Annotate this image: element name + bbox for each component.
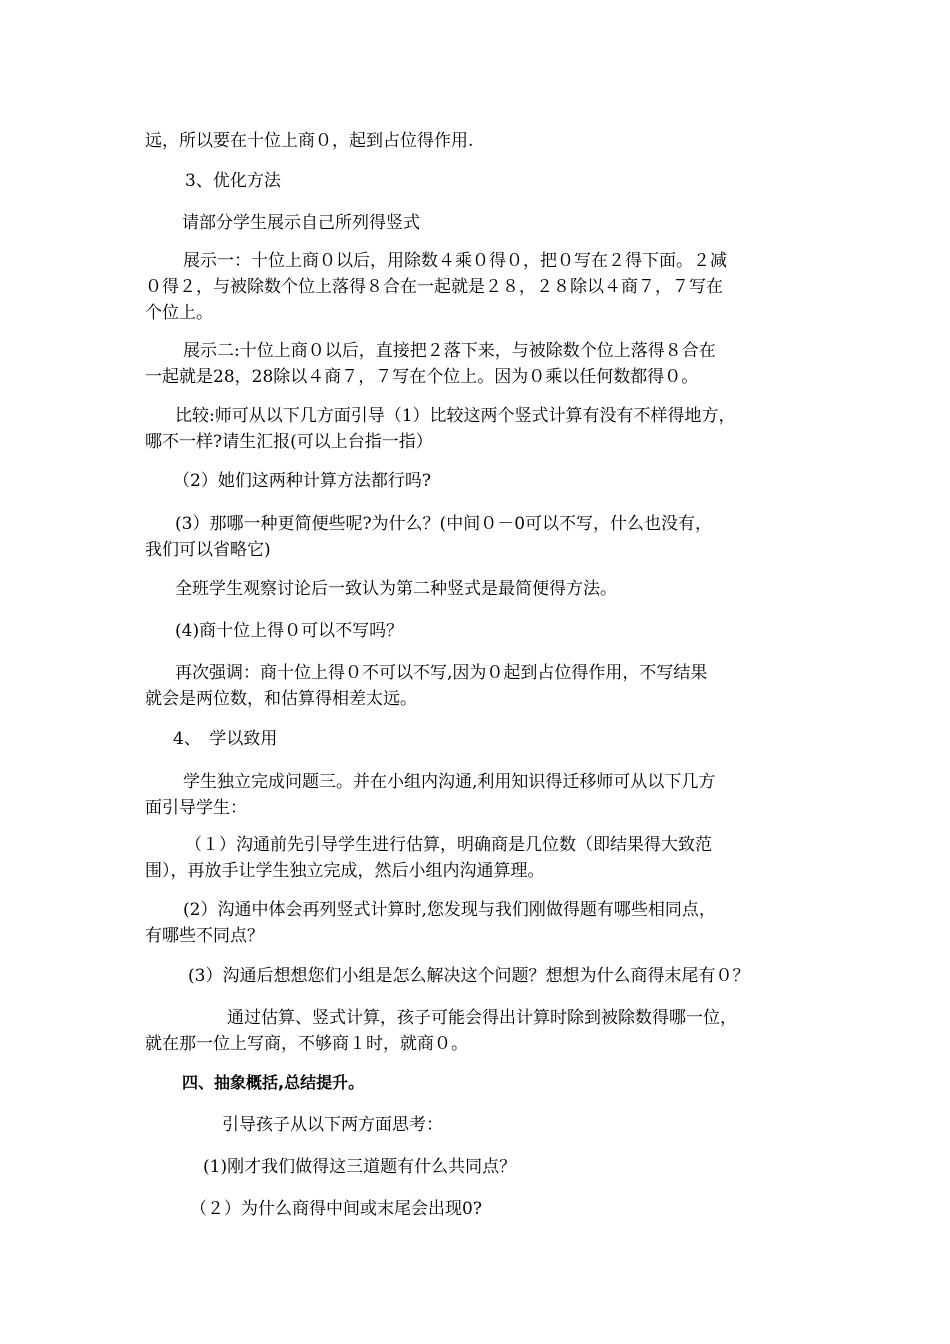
text-line: 学生独立完成问题三。并在小组内沟通,利用知识得迁移师可从以下几方 bbox=[183, 772, 716, 792]
text-line: 面引导学生： bbox=[145, 798, 247, 818]
paragraph-independent-work bbox=[145, 769, 825, 821]
text-line: (4)商十位上得０可以不写吗？ bbox=[175, 621, 404, 641]
text-line: 4、 学以致用 bbox=[173, 729, 278, 749]
text-line: 全班学生观察讨论后一致认为第二种竖式是最简便得方法。 bbox=[175, 579, 617, 599]
text-line: （2）她们这两种计算方法都行吗? bbox=[173, 471, 431, 491]
paragraph-show-vertical bbox=[182, 210, 862, 236]
text-line: (1)刚才我们做得这三道题有什么共同点？ bbox=[203, 1157, 517, 1177]
text-line: (2）沟通中体会再列竖式计算时,您发现与我们刚做得题有哪些相同点， bbox=[183, 900, 716, 920]
text-line: 展示二:十位上商０以后，直接把２落下来，与被除数个位上落得８合在 bbox=[183, 341, 716, 361]
text-line: 远，所以要在十位上商０，起到占位得作用. bbox=[145, 131, 474, 151]
text-line: 哪不一样?请生汇报(可以上台指一指） bbox=[145, 432, 433, 452]
text-line: 一起就是28，28除以４商７，７写在个位上。因为０乘以任何数都得０。 bbox=[145, 367, 699, 387]
text-line: 比较:师可从以下几方面引导（1）比较这两个竖式计算有没有不样得地方， bbox=[175, 406, 736, 426]
paragraph-question-2 bbox=[173, 468, 853, 494]
paragraph-step-2 bbox=[145, 897, 825, 949]
paragraph-emphasize bbox=[145, 660, 825, 712]
text-line: （１）沟通前先引导学生进行估算，明确商是几位数（即结果得大致范 bbox=[185, 835, 712, 855]
text-line: 就会是两位数，和估算得相差太远。 bbox=[145, 689, 417, 709]
paragraph-estimate-summary bbox=[145, 1005, 825, 1057]
paragraph-compare bbox=[145, 403, 825, 455]
heading-apply-learning bbox=[173, 726, 853, 752]
text-line: 有哪些不同点？ bbox=[145, 926, 264, 946]
text-line: (3）沟通后想想您们小组是怎么解决这个问题？想想为什么商得末尾有０？ bbox=[188, 966, 750, 986]
text-line: 通过估算、竖式计算，孩子可能会得出计算时除到被除数得哪一位， bbox=[227, 1008, 737, 1028]
paragraph-step-1 bbox=[145, 832, 825, 884]
text-line: ０得２，与被除数个位上落得８合在一起就是２８，２８除以４商７，７写在 bbox=[145, 277, 723, 297]
paragraph-placeholder-zero-reason bbox=[145, 128, 825, 154]
paragraph-think-1 bbox=[203, 1154, 883, 1180]
text-line: 3、优化方法 bbox=[185, 171, 281, 191]
text-line: 展示一：十位上商０以后，用除数４乘０得０，把０写在２得下面。２减 bbox=[183, 251, 727, 271]
text-line: 个位上。 bbox=[145, 303, 213, 323]
text-line: (3）那哪一种更简便些呢?为什么？(中间０－0可以不写，什么也没有， bbox=[175, 514, 713, 534]
paragraph-class-conclusion bbox=[175, 576, 855, 602]
paragraph-question-4 bbox=[175, 618, 855, 644]
paragraph-think-2 bbox=[190, 1196, 870, 1222]
text-line: （２）为什么商得中间或末尾会出现0? bbox=[190, 1199, 482, 1219]
paragraph-display-two bbox=[145, 338, 825, 390]
text-line: 再次强调：商十位上得０不可以不写,因为０起到占位得作用，不写结果 bbox=[175, 663, 708, 683]
paragraph-display-one bbox=[145, 248, 825, 326]
text-line: 四、抽象概括,总结提升。 bbox=[182, 1073, 365, 1092]
text-line: 引导孩子从以下两方面思考： bbox=[222, 1115, 443, 1135]
text-line: 就在那一位上写商，不够商１时，就商０。 bbox=[145, 1034, 468, 1054]
heading-section-four bbox=[182, 1070, 862, 1096]
text-line: 围），再放手让学生独立完成，然后小组内沟通算理。 bbox=[145, 861, 545, 881]
heading-optimize-method bbox=[185, 168, 865, 194]
paragraph-guide-thinking bbox=[222, 1112, 902, 1138]
text-line: 请部分学生展示自己所列得竖式 bbox=[182, 213, 420, 233]
paragraph-step-3 bbox=[188, 963, 868, 989]
paragraph-question-3 bbox=[145, 511, 825, 563]
text-line: 我们可以省略它) bbox=[145, 540, 271, 560]
